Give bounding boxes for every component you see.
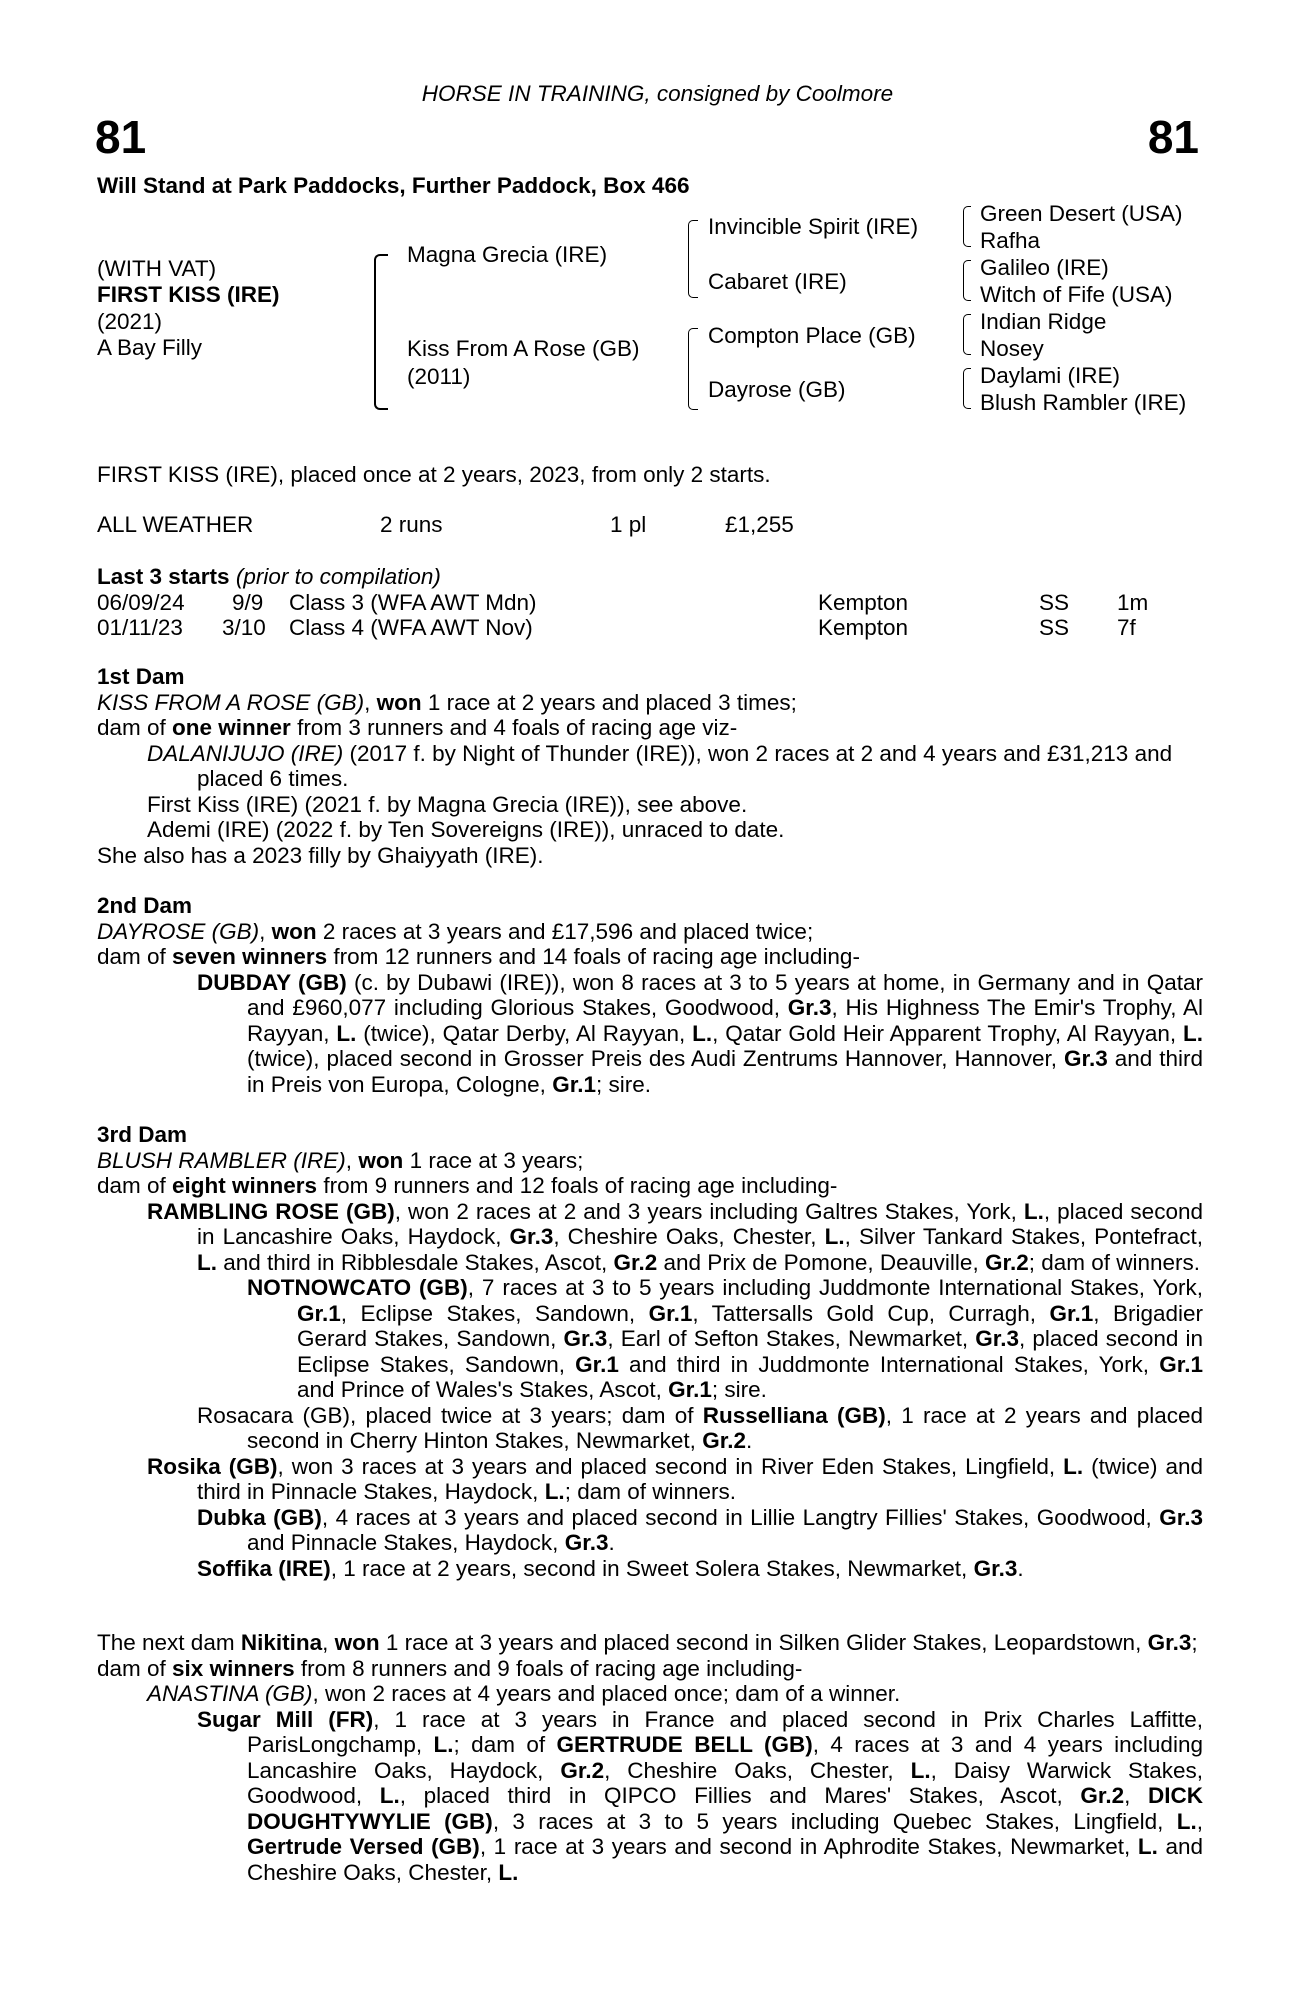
text: ; dam of xyxy=(453,1732,557,1757)
offspring-entry xyxy=(97,741,1203,792)
grade: Gr.3 xyxy=(509,1224,554,1249)
grade: Gr.3 xyxy=(1063,1046,1108,1071)
start-race: Class 3 (WFA AWT Mdn) xyxy=(289,590,537,615)
text: , 1 race at 2 years and placed second in Cherry Hinton Stakes, Newmarket, xyxy=(247,1402,1204,1453)
grade: L. xyxy=(1176,1808,1197,1834)
grade: Gr.2 xyxy=(613,1249,658,1275)
text: , Eclipse Stakes, Sandown, xyxy=(340,1300,649,1326)
last-starts-title: Last 3 starts xyxy=(97,564,230,589)
grade: Gr.1 xyxy=(575,1351,619,1377)
text: (twice), placed second in Grosser Preis des Audi Zentrums Hannover, Hannover, xyxy=(247,1046,1064,1071)
pedigree-brace-gg1 xyxy=(963,206,971,247)
next-dam-line xyxy=(97,1630,1203,1656)
grade: Gr.2 xyxy=(1080,1783,1125,1808)
text: , won 3 races at 3 years and placed second in River Eden Stakes, Lingfield, xyxy=(277,1453,1064,1479)
text: (twice), Qatar Derby, Al Rayyan, xyxy=(356,1020,693,1046)
grade: L. xyxy=(336,1020,357,1046)
second-dam-section xyxy=(97,893,1203,1097)
start-distance: 7f xyxy=(1117,615,1136,640)
grade: Gr.1 xyxy=(552,1071,596,1097)
text: , Tattersalls Gold Cup, Curragh, xyxy=(692,1300,1050,1326)
text: dam of xyxy=(97,1655,173,1681)
lot-number-right: 81 xyxy=(1147,111,1199,163)
grade: L. xyxy=(379,1783,400,1808)
pedigree-brace-gg4 xyxy=(963,368,971,409)
pedigree-brace-sire xyxy=(688,220,698,298)
text: , Brigadier Gerard Stakes, Sandown, xyxy=(297,1300,1204,1351)
first-dam-section xyxy=(97,664,1203,868)
horse-year: (2021) xyxy=(97,309,163,334)
grade: Gr.1 xyxy=(648,1300,693,1326)
grade: L. xyxy=(544,1479,565,1504)
consignment-line: HORSE IN TRAINING, consigned by Coolmore xyxy=(421,81,894,106)
third-dam-line: BLUSH RAMBLER (IRE), won 1 race at 3 years; xyxy=(97,1147,584,1173)
grade: L. xyxy=(197,1249,217,1275)
offspring-entry xyxy=(97,1199,1203,1276)
lot-number-left: 81 xyxy=(95,111,147,163)
text: , His Highness The Emir's Trophy, Al Rayyan, xyxy=(247,995,1204,1046)
first-dam-line: KISS FROM A ROSE (GB), won 1 race at 2 years and placed 3 times; xyxy=(97,689,797,715)
great-grandparent-3: Galileo (IRE) xyxy=(980,255,1109,280)
grade: Gr.1 xyxy=(297,1300,341,1326)
grade: Gr.2 xyxy=(702,1428,746,1453)
text: dam of xyxy=(97,944,173,969)
winners-count: seven winners xyxy=(172,944,328,969)
offspring-name: RAMBLING ROSE (GB) xyxy=(147,1198,395,1224)
great-grandparent-5: Indian Ridge xyxy=(980,309,1107,334)
text: and Prince of Wales's Stakes, Ascot, xyxy=(297,1377,669,1402)
offspring-entry xyxy=(97,1275,1203,1403)
grade: L. xyxy=(433,1732,454,1757)
offspring-note: She also has a 2023 filly by Ghaiyyath (IRE). xyxy=(97,842,544,868)
offspring-name: GERTRUDE BELL (GB) xyxy=(556,1732,813,1757)
offspring-entry xyxy=(97,1403,1203,1454)
pedigree-brace-gg3 xyxy=(963,314,971,355)
offspring-name: Rosika (GB) xyxy=(147,1453,278,1479)
text: from 12 runners and 14 foals of racing age including- xyxy=(327,944,860,969)
last-starts-heading xyxy=(97,564,441,590)
first-dam-heading: 1st Dam xyxy=(97,664,185,689)
grade: Gr.3 xyxy=(787,995,832,1020)
offspring-entry xyxy=(97,1707,1203,1886)
text: , 1 race at 2 years, second in Sweet Solera Stakes, Newmarket, xyxy=(330,1555,974,1581)
text: and third in Preis von Europa, Cologne, xyxy=(247,1046,1204,1097)
text: and Prix de Pomone, Deauville, xyxy=(657,1249,985,1275)
text: , placed second in Eclipse Stakes, Sandown, xyxy=(297,1326,1203,1377)
grade: Gr.3 xyxy=(563,1326,608,1351)
great-grandparent-6: Nosey xyxy=(980,336,1044,361)
next-dam-section xyxy=(97,1630,1203,1885)
sire: Magna Grecia (IRE) xyxy=(407,242,608,267)
dam-name: DAYROSE (GB) xyxy=(97,918,260,944)
record-placed: 1 pl xyxy=(610,512,647,537)
text: 1 race at 3 years and placed second in Silken Glider Stakes, Leopardstown, xyxy=(379,1630,1148,1655)
start-course: Kempton xyxy=(818,590,909,615)
dam-of-line xyxy=(97,715,1203,741)
text: ; xyxy=(1191,1630,1198,1655)
grade: L. xyxy=(498,1859,519,1885)
text: , Silver Tankard Stakes, Pontefract, xyxy=(844,1224,1203,1249)
text: , 1 race at 3 years and second in Aphrodite Stakes, Newmarket, xyxy=(479,1834,1138,1859)
pedigree-brace-dam xyxy=(688,328,698,410)
grade: Gr.1 xyxy=(668,1377,712,1402)
dam-year: (2011) xyxy=(407,364,471,389)
text: dam of xyxy=(97,1173,173,1198)
text: 1 race at 2 years and placed 3 times; xyxy=(421,689,797,715)
dam-name: BLUSH RAMBLER (IRE) xyxy=(97,1147,346,1173)
dam-of-line xyxy=(97,944,1203,970)
grade: Gr.1 xyxy=(1049,1300,1094,1326)
offspring-name: Dubka (GB) xyxy=(197,1504,322,1530)
text: (twice) and third in Pinnacle Stakes, Haydock, xyxy=(197,1453,1203,1504)
won-label: won xyxy=(271,918,317,944)
grade: Gr.3 xyxy=(973,1555,1018,1581)
text: , Qatar Gold Heir Apparent Trophy, Al Rayyan, xyxy=(712,1020,1183,1046)
text: , Earl of Sefton Stakes, Newmarket, xyxy=(607,1326,976,1351)
start-going: SS xyxy=(1039,615,1070,640)
offspring-entry: Ademi (IRE) (2022 f. by Ten Sovereigns (IRE)), unraced to date. xyxy=(147,817,785,842)
text: , Daisy Warwick Stakes, Goodwood, xyxy=(247,1757,1204,1808)
winners-count: eight winners xyxy=(172,1173,318,1198)
granddam-sire-side: Cabaret (IRE) xyxy=(708,269,847,294)
start-position: 9/9 xyxy=(232,590,264,615)
horse-name: FIRST KISS (IRE) xyxy=(97,282,280,307)
great-grandparent-2: Rafha xyxy=(980,228,1041,253)
grade: L. xyxy=(1183,1020,1203,1046)
offspring-entry xyxy=(97,1505,1203,1556)
dam: Kiss From A Rose (GB) xyxy=(407,336,640,361)
grade: Gr.3 xyxy=(1159,1504,1203,1530)
grade: Gr.3 xyxy=(1147,1630,1192,1655)
text: The next dam xyxy=(97,1630,241,1655)
offspring-name: Russelliana (GB) xyxy=(702,1402,886,1428)
dam-name: Nikitina xyxy=(240,1630,323,1655)
text: and third in Ribblesdale Stakes, Ascot, xyxy=(217,1249,614,1275)
third-dam-section xyxy=(97,1122,1203,1581)
offspring-entry: First Kiss (IRE) (2021 f. by Magna Grecia (IRE)), see above. xyxy=(147,791,748,817)
text: and Pinnacle Stakes, Haydock, xyxy=(247,1530,565,1555)
race-summary: FIRST KISS (IRE), placed once at 2 years, 2023, from only 2 starts. xyxy=(97,462,771,487)
text: , 4 races at 3 years and placed second in Lillie Langtry Fillies' Stakes, Goodwood, xyxy=(321,1504,1160,1530)
offspring-entry xyxy=(97,1556,1203,1582)
great-grandparent-1: Green Desert (USA) xyxy=(980,201,1183,226)
stand-location: Will Stand at Park Paddocks, Further Paddock, Box 466 xyxy=(97,173,690,198)
offspring-name: ANASTINA (GB) xyxy=(147,1681,313,1706)
text: 2 races at 3 years and £17,596 and placed twice; xyxy=(316,918,814,944)
last-starts-note: (prior to compilation) xyxy=(235,564,441,589)
text: , xyxy=(322,1630,335,1655)
grandsire: Invincible Spirit (IRE) xyxy=(708,214,919,239)
pedigree-brace-gg2 xyxy=(963,260,971,301)
text: , xyxy=(1124,1783,1148,1808)
text: (2017 f. by Night of Thunder (IRE)), won 2 races at 2 and 4 years and £31,213 and placed 6 times. xyxy=(197,740,1173,791)
great-grandparent-7: Daylami (IRE) xyxy=(980,363,1121,388)
offspring-name: Gertrude Versed (GB) xyxy=(247,1834,480,1859)
text: , 3 races at 3 to 5 years including Quebec Stakes, Lingfield, xyxy=(492,1808,1177,1834)
dam-of-line xyxy=(97,1173,1203,1199)
grade: L. xyxy=(1063,1453,1084,1479)
won-label: won xyxy=(358,1147,404,1173)
text: and Cheshire Oaks, Chester, xyxy=(247,1834,1203,1885)
text: , placed third in QIPCO Fillies and Mares' Stakes, Ascot, xyxy=(399,1783,1081,1808)
offspring-entry xyxy=(97,1454,1203,1505)
grade: Gr.3 xyxy=(564,1530,609,1555)
great-grandparent-8: Blush Rambler (IRE) xyxy=(980,390,1187,415)
horse-description: A Bay Filly xyxy=(97,335,203,360)
offspring-name: DALANIJUJO (IRE) xyxy=(147,740,344,766)
offspring-name: DICK DOUGHTYWYLIE (GB) xyxy=(247,1783,1203,1834)
offspring-name: Soffika (IRE) xyxy=(197,1555,331,1581)
text: . xyxy=(608,1530,615,1555)
start-race: Class 4 (WFA AWT Nov) xyxy=(289,615,533,640)
offspring-name: Sugar Mill (FR) xyxy=(197,1706,374,1732)
text: , placed second in Lancashire Oaks, Haydock, xyxy=(197,1198,1203,1249)
text: from 3 runners and 4 foals of racing age viz- xyxy=(290,715,738,740)
winners-count: six winners xyxy=(172,1655,295,1681)
text: ; sire. xyxy=(595,1071,651,1097)
start-date: 06/09/24 xyxy=(97,590,185,615)
grade: L. xyxy=(1137,1834,1158,1859)
record-runs: 2 runs xyxy=(380,512,443,537)
text: from 9 runners and 12 foals of racing age including- xyxy=(317,1173,838,1198)
second-dam-line: DAYROSE (GB), won 2 races at 3 years and £17,596 and placed twice; xyxy=(97,918,814,944)
text: 1 race at 3 years; xyxy=(403,1147,584,1173)
text: , won 2 races at 2 and 3 years including Galtres Stakes, York, xyxy=(394,1198,1024,1224)
grandsire-dam-side: Compton Place (GB) xyxy=(708,323,916,348)
start-distance: 1m xyxy=(1117,590,1149,615)
won-label: won xyxy=(376,689,422,715)
offspring-entry xyxy=(97,1681,1203,1707)
grade: Gr.2 xyxy=(984,1249,1029,1275)
text: , xyxy=(1196,1808,1203,1834)
start-position: 3/10 xyxy=(222,615,266,640)
grade: L. xyxy=(692,1020,713,1046)
great-grandparent-4: Witch of Fife (USA) xyxy=(980,282,1173,307)
text: (c. by Dubawi (IRE)), won 8 races at 3 to 5 years at home, in Germany and in Qatar and £960,077 including Glorious Stakes, Goodwood, xyxy=(247,969,1203,1020)
grade: Gr.3 xyxy=(975,1326,1019,1351)
text: . xyxy=(1017,1555,1024,1581)
grade: L. xyxy=(1023,1198,1044,1224)
text: , won 2 races at 4 years and placed once; dam of a winner. xyxy=(312,1681,901,1706)
text: dam of xyxy=(97,715,173,740)
grade: Gr.2 xyxy=(560,1757,605,1783)
record-earnings: £1,255 xyxy=(725,512,794,537)
text: Rosacara (GB), placed twice at 3 years; dam of xyxy=(197,1402,703,1428)
dam-name: KISS FROM A ROSE (GB) xyxy=(97,689,365,715)
grade: Gr.1 xyxy=(1159,1351,1203,1377)
text: , Cheshire Oaks, Chester, xyxy=(553,1224,825,1249)
dam-of-line xyxy=(97,1656,1203,1682)
text: , 4 races at 3 and 4 years including Lancashire Oaks, Haydock, xyxy=(247,1732,1203,1783)
won-label: won xyxy=(334,1630,380,1655)
text: ; dam of winners. xyxy=(564,1479,737,1504)
offspring-name: NOTNOWCATO (GB) xyxy=(247,1275,468,1300)
second-dam-heading: 2nd Dam xyxy=(97,893,193,918)
offspring-name: DUBDAY (GB) xyxy=(197,969,347,995)
record-surface: ALL WEATHER xyxy=(97,512,254,537)
grade: L. xyxy=(910,1757,931,1783)
text: , 7 races at 3 to 5 years including Juddmonte International Stakes, York, xyxy=(467,1275,1203,1300)
text: from 8 runners and 9 foals of racing age including- xyxy=(294,1655,803,1681)
granddam: Dayrose (GB) xyxy=(708,377,846,402)
grade: L. xyxy=(824,1224,845,1249)
winners-count: one winner xyxy=(172,715,291,740)
start-date: 01/11/23 xyxy=(97,615,183,640)
text: and third in Juddmonte International Stakes, York, xyxy=(618,1351,1160,1377)
text: ; dam of winners. xyxy=(1028,1249,1201,1275)
pedigree-brace-main xyxy=(374,254,388,410)
vat-label: (WITH VAT) xyxy=(97,256,217,281)
text: , Cheshire Oaks, Chester, xyxy=(604,1757,911,1783)
offspring-entry xyxy=(97,970,1203,1098)
text: . xyxy=(745,1428,753,1453)
text: , 1 race at 3 years in France and placed second in Prix Charles Laffitte, ParisLongchamp, xyxy=(247,1706,1203,1757)
third-dam-heading: 3rd Dam xyxy=(97,1122,188,1147)
text: ; sire. xyxy=(711,1377,767,1402)
start-course: Kempton xyxy=(818,615,909,640)
start-going: SS xyxy=(1039,590,1070,615)
